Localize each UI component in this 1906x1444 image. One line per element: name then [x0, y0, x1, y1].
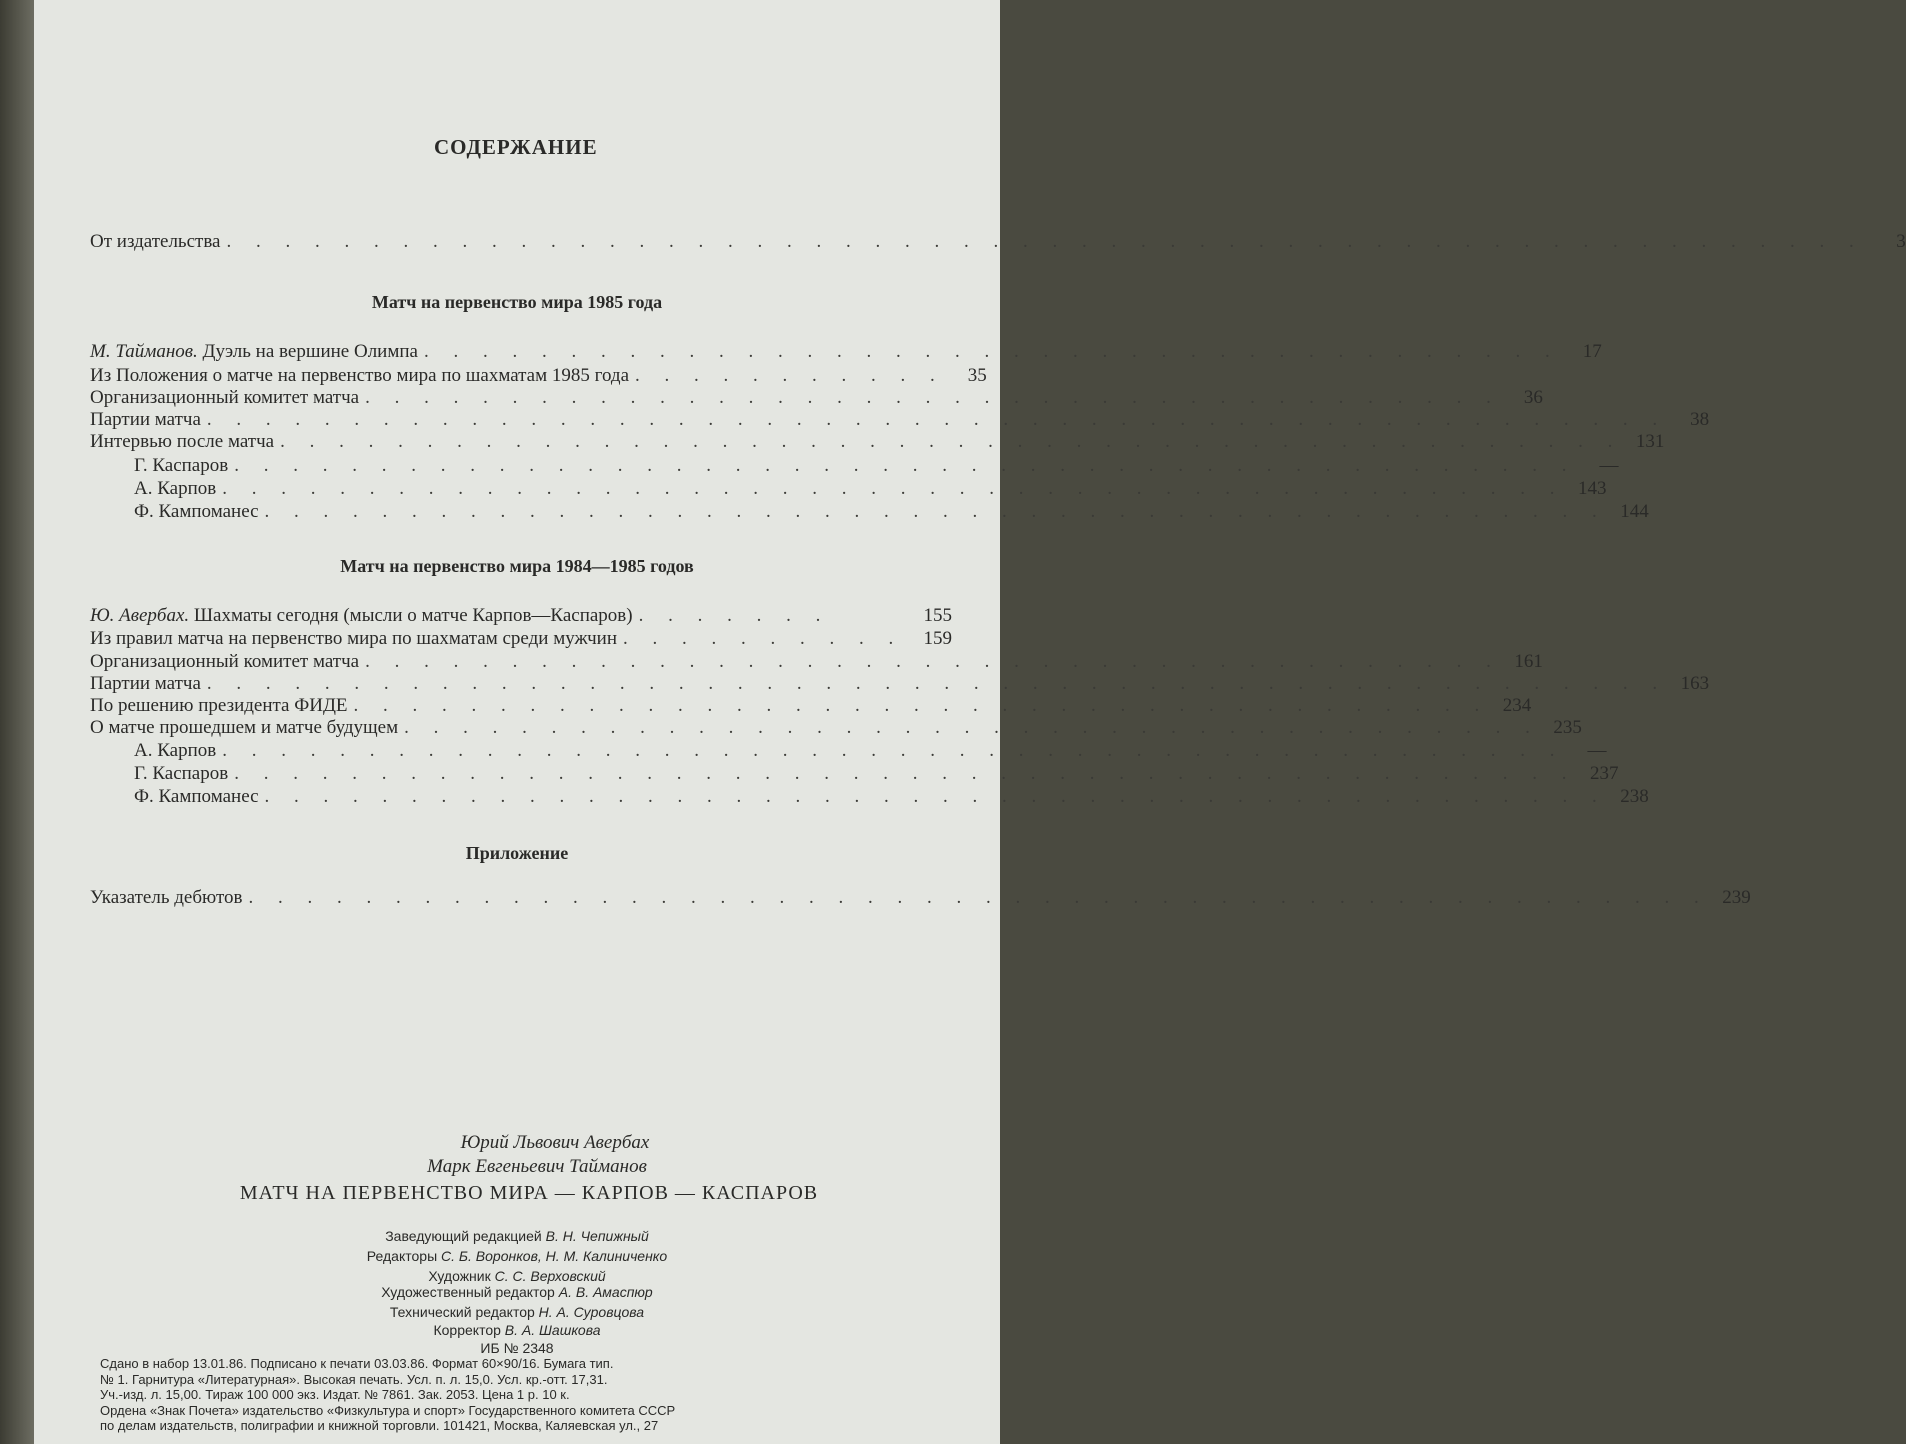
- imprint-author-2: Марк Евгеньевич Тайманов: [427, 1156, 647, 1177]
- tech-line: по делам издательств, полиграфии и книжной торговли. 101421, Москва, Каляевская ул., 27: [100, 1418, 659, 1433]
- toc-entry-label: От издательства: [90, 231, 221, 252]
- leader-dots: . . . . . . . . . . . . . . . . . . . . . . . . . . . . . . . . . . . . . . .: [404, 717, 1540, 738]
- toc-entry-label: А. Карпов: [134, 478, 217, 499]
- credit-line: [34, 1304, 1000, 1320]
- toc-entry-page: 235: [1553, 717, 1582, 738]
- leader-dots: . . . . . . . . . . . . . . . . . . . . . . . . . . . . . . . . . . . . . . . . . . . . . . . . . .: [206, 409, 1668, 430]
- toc-entry-label: Партии матча: [90, 409, 201, 430]
- toc-entry: [90, 650, 1543, 674]
- toc-entry-page: —: [1587, 740, 1607, 761]
- credit-line: [34, 1228, 1000, 1244]
- toc-subentry: [134, 477, 1607, 501]
- toc-entry-page: 237: [1589, 763, 1619, 784]
- credit-name: Н. А. Суровцова: [538, 1304, 645, 1320]
- leader-dots: . . . . . . . . . . . . . . . . . . . . . . . . . . . . . . . . . . . . . . .: [423, 341, 1560, 362]
- toc-entry-page: 159: [923, 628, 952, 649]
- toc-entry-label: О матче прошедшем и матче будущем: [90, 717, 399, 738]
- toc-entry-label: А. Карпов: [134, 740, 217, 761]
- credit-name: В. Н. Чепижный: [545, 1228, 649, 1244]
- toc-entry: [90, 386, 1543, 410]
- toc-subentry: [134, 500, 1649, 524]
- toc-entry-label: По решению президента ФИДЕ: [90, 695, 348, 716]
- toc-entry: [90, 716, 1582, 740]
- credit-line: [34, 1268, 1000, 1284]
- tech-line: Уч.-изд. л. 15,00. Тираж 100 000 экз. Издат. № 7861. Зак. 2053. Цена 1 р. 10 к.: [100, 1387, 570, 1402]
- toc-entry-page: 38: [1690, 409, 1710, 430]
- toc-entry-page: 131: [1635, 431, 1665, 452]
- leader-dots: . . . . . . . . . . . . . . . . . . . . . . . . . . . . . . . . . . . . . . . . . . . . . . . . . . . . . . . .: [226, 231, 1864, 252]
- toc-entry-page: 143: [1577, 478, 1607, 499]
- toc-entry-page: —: [1599, 455, 1619, 476]
- entry-author: М. Тайманов.: [90, 341, 198, 362]
- leader-dots: . . . . . . .: [638, 605, 831, 626]
- toc-entry-label: Из правил матча на первенство мира по шахматам среди мужчин: [90, 628, 618, 649]
- leader-dots: . . . . . . . . . . . . . . . . . . . . . . . . . . . . . . . . . . . . . . . . . . . . . .: [234, 455, 1577, 476]
- toc-entry-label: Организационный комитет матча: [90, 651, 360, 672]
- credit-role: Корректор: [433, 1322, 501, 1338]
- credit-name: С. Б. Воронков, Н. М. Калиниченко: [441, 1248, 668, 1264]
- credit-role: Технический редактор: [389, 1304, 535, 1320]
- toc-subentry: [134, 762, 1619, 786]
- entry-title: Дуэль на вершине Олимпа: [197, 341, 418, 362]
- document-page: [34, 0, 1906, 1444]
- toc-entry-appendix: [90, 886, 1751, 910]
- section-title-1984-1985: Матч на первенство мира 1984—1985 годов: [340, 556, 694, 576]
- toc-entry: [90, 340, 1602, 364]
- toc-entry-label: Г. Каспаров: [134, 455, 229, 476]
- toc-entry-label: Указатель дебютов: [90, 887, 243, 908]
- credit-name: С. С. Верховский: [494, 1268, 606, 1284]
- toc-entry: [90, 408, 1710, 432]
- tech-line: Ордена «Знак Почета» издательство «Физкультура и спорт» Государственного комитета СССР: [100, 1402, 676, 1418]
- credit-role: Художественный редактор: [381, 1284, 555, 1300]
- toc-entry-page: 234: [1502, 695, 1532, 716]
- toc-entry: [90, 604, 952, 628]
- entry-title: Шахматы сегодня (мысли о матче Карпов—Каспаров): [189, 605, 633, 626]
- leader-dots: . . . . . . . . . . . . . . . . . . . . . . . . . . . . . . . . . . . . . . . . . . . . . .: [222, 478, 1565, 499]
- section-title-1985: Матч на первенство мира 1985 года: [371, 292, 663, 312]
- imprint-author-1: Юрий Львович Авербах: [460, 1132, 650, 1153]
- toc-entry: [90, 627, 952, 651]
- toc-entry-page: 35: [967, 365, 987, 386]
- leader-dots: . . . . . . . . . . . . . . . . . . . . . . . . . . . . . . . . . . . . . . . . . . . . . . . . . .: [248, 887, 1709, 908]
- leader-dots: . . . . . . . . . . . . . . . . . . . . . . . . . . . . . . . . . . . . . . .: [365, 387, 1501, 408]
- toc-entry-page: 17: [1582, 341, 1602, 362]
- toc-entry-label: Организационный комитет матча: [90, 387, 360, 408]
- toc-entry-label: Г. Каспаров: [134, 763, 229, 784]
- toc-entry-page: 239: [1722, 887, 1751, 908]
- toc-entry-page: 238: [1620, 786, 1649, 807]
- toc-entry: [90, 430, 1665, 454]
- leader-dots: . . . . . . . . . .: [623, 628, 904, 649]
- credit-role: Художник: [428, 1268, 491, 1284]
- toc-entry-label: Ф. Кампоманес: [134, 501, 259, 522]
- imprint-book-title: МАТЧ НА ПЕРВЕНСТВО МИРА — КАРПОВ — КАСПАРОВ: [239, 1182, 819, 1204]
- leader-dots: . . . . . . . . . . . . . . . . . . . . . . . . . . . . . . . . . . . . . . . . . . . . . .: [234, 763, 1577, 784]
- toc-entry-label: [90, 340, 418, 364]
- toc-entry: [90, 364, 987, 388]
- credit-line: [34, 1284, 1000, 1300]
- toc-entry-label: Ф. Кампоманес: [134, 786, 259, 807]
- toc-entry-page: 161: [1514, 651, 1543, 672]
- toc-subentry: [134, 454, 1619, 478]
- toc-entry: [90, 672, 1710, 696]
- toc-subentry: [134, 785, 1649, 809]
- toc-entry-label: [90, 604, 633, 628]
- toc-entry-page: 163: [1680, 673, 1710, 694]
- imprint-ib-number: ИБ № 2348: [480, 1340, 554, 1356]
- credit-name: В. А. Шашкова: [504, 1322, 601, 1338]
- technical-info: [100, 1356, 970, 1434]
- leader-dots: . . . . . . . . . . . . . . . . . . . . . . . . . . . . . . . . . . . . . . . . . . . . . .: [222, 740, 1565, 761]
- credit-name: А. В. Амаспюр: [558, 1284, 653, 1300]
- leader-dots: . . . . . . . . . . . . . . . . . . . . . . . . . . . . . . . . . . . . . . . . . . . . . .: [280, 431, 1623, 452]
- leader-dots: . . . . . . . . . . . . . . . . . . . . . . . . . . . . . . . . . . . . . . . . . . . . . . . . . .: [206, 673, 1668, 694]
- toc-entry-label: Из Положения о матче на первенство мира по шахматам 1985 года: [90, 365, 630, 386]
- leader-dots: . . . . . . . . . . . . . . . . . . . . . . . . . . . . . . . . . . . . . . . . . . . . . .: [264, 501, 1607, 522]
- toc-entry-page: 144: [1620, 501, 1649, 522]
- toc-subentry: [134, 739, 1607, 763]
- leader-dots: . . . . . . . . . . . . . . . . . . . . . . . . . . . . . . . . . . . . . . . . . . . . . .: [264, 786, 1607, 807]
- credit-role: Редакторы: [366, 1248, 438, 1264]
- leader-dots: . . . . . . . . . . . . . . . . . . . . . . . . . . . . . . . . . . . . . . .: [353, 695, 1490, 716]
- toc-entry-label: Партии матча: [90, 673, 201, 694]
- toc-entry-page: 3: [1896, 231, 1906, 252]
- tech-line: № 1. Гарнитура «Литературная». Высокая печать. Усл. п. л. 15,0. Усл. кр.-отт. 17,31.: [100, 1371, 608, 1387]
- entry-author: Ю. Авербах.: [90, 605, 190, 626]
- page-edge-shadow: [0, 0, 34, 1444]
- credit-line: [34, 1322, 1000, 1338]
- tech-line: Сдано в набор 13.01.86. Подписано к печати 03.03.86. Формат 60×90/16. Бумага тип.: [100, 1356, 614, 1371]
- credit-line: [34, 1248, 1000, 1264]
- toc-entry-page: 155: [923, 605, 952, 626]
- toc-heading: СОДЕРЖАНИЕ: [434, 135, 598, 159]
- leader-dots: . . . . . . . . . . . . . . . . . . . . . . . . . . . . . . . . . . . . . . .: [365, 651, 1501, 672]
- toc-entry: [90, 694, 1532, 718]
- credit-role: Заведующий редакцией: [385, 1228, 542, 1244]
- toc-entry-preface: [90, 230, 1906, 254]
- toc-entry-page: 36: [1523, 387, 1543, 408]
- section-title-appendix: Приложение: [465, 843, 569, 863]
- leader-dots: . . . . . . . . . . .: [635, 365, 945, 386]
- toc-entry-label: Интервью после матча: [90, 431, 275, 452]
